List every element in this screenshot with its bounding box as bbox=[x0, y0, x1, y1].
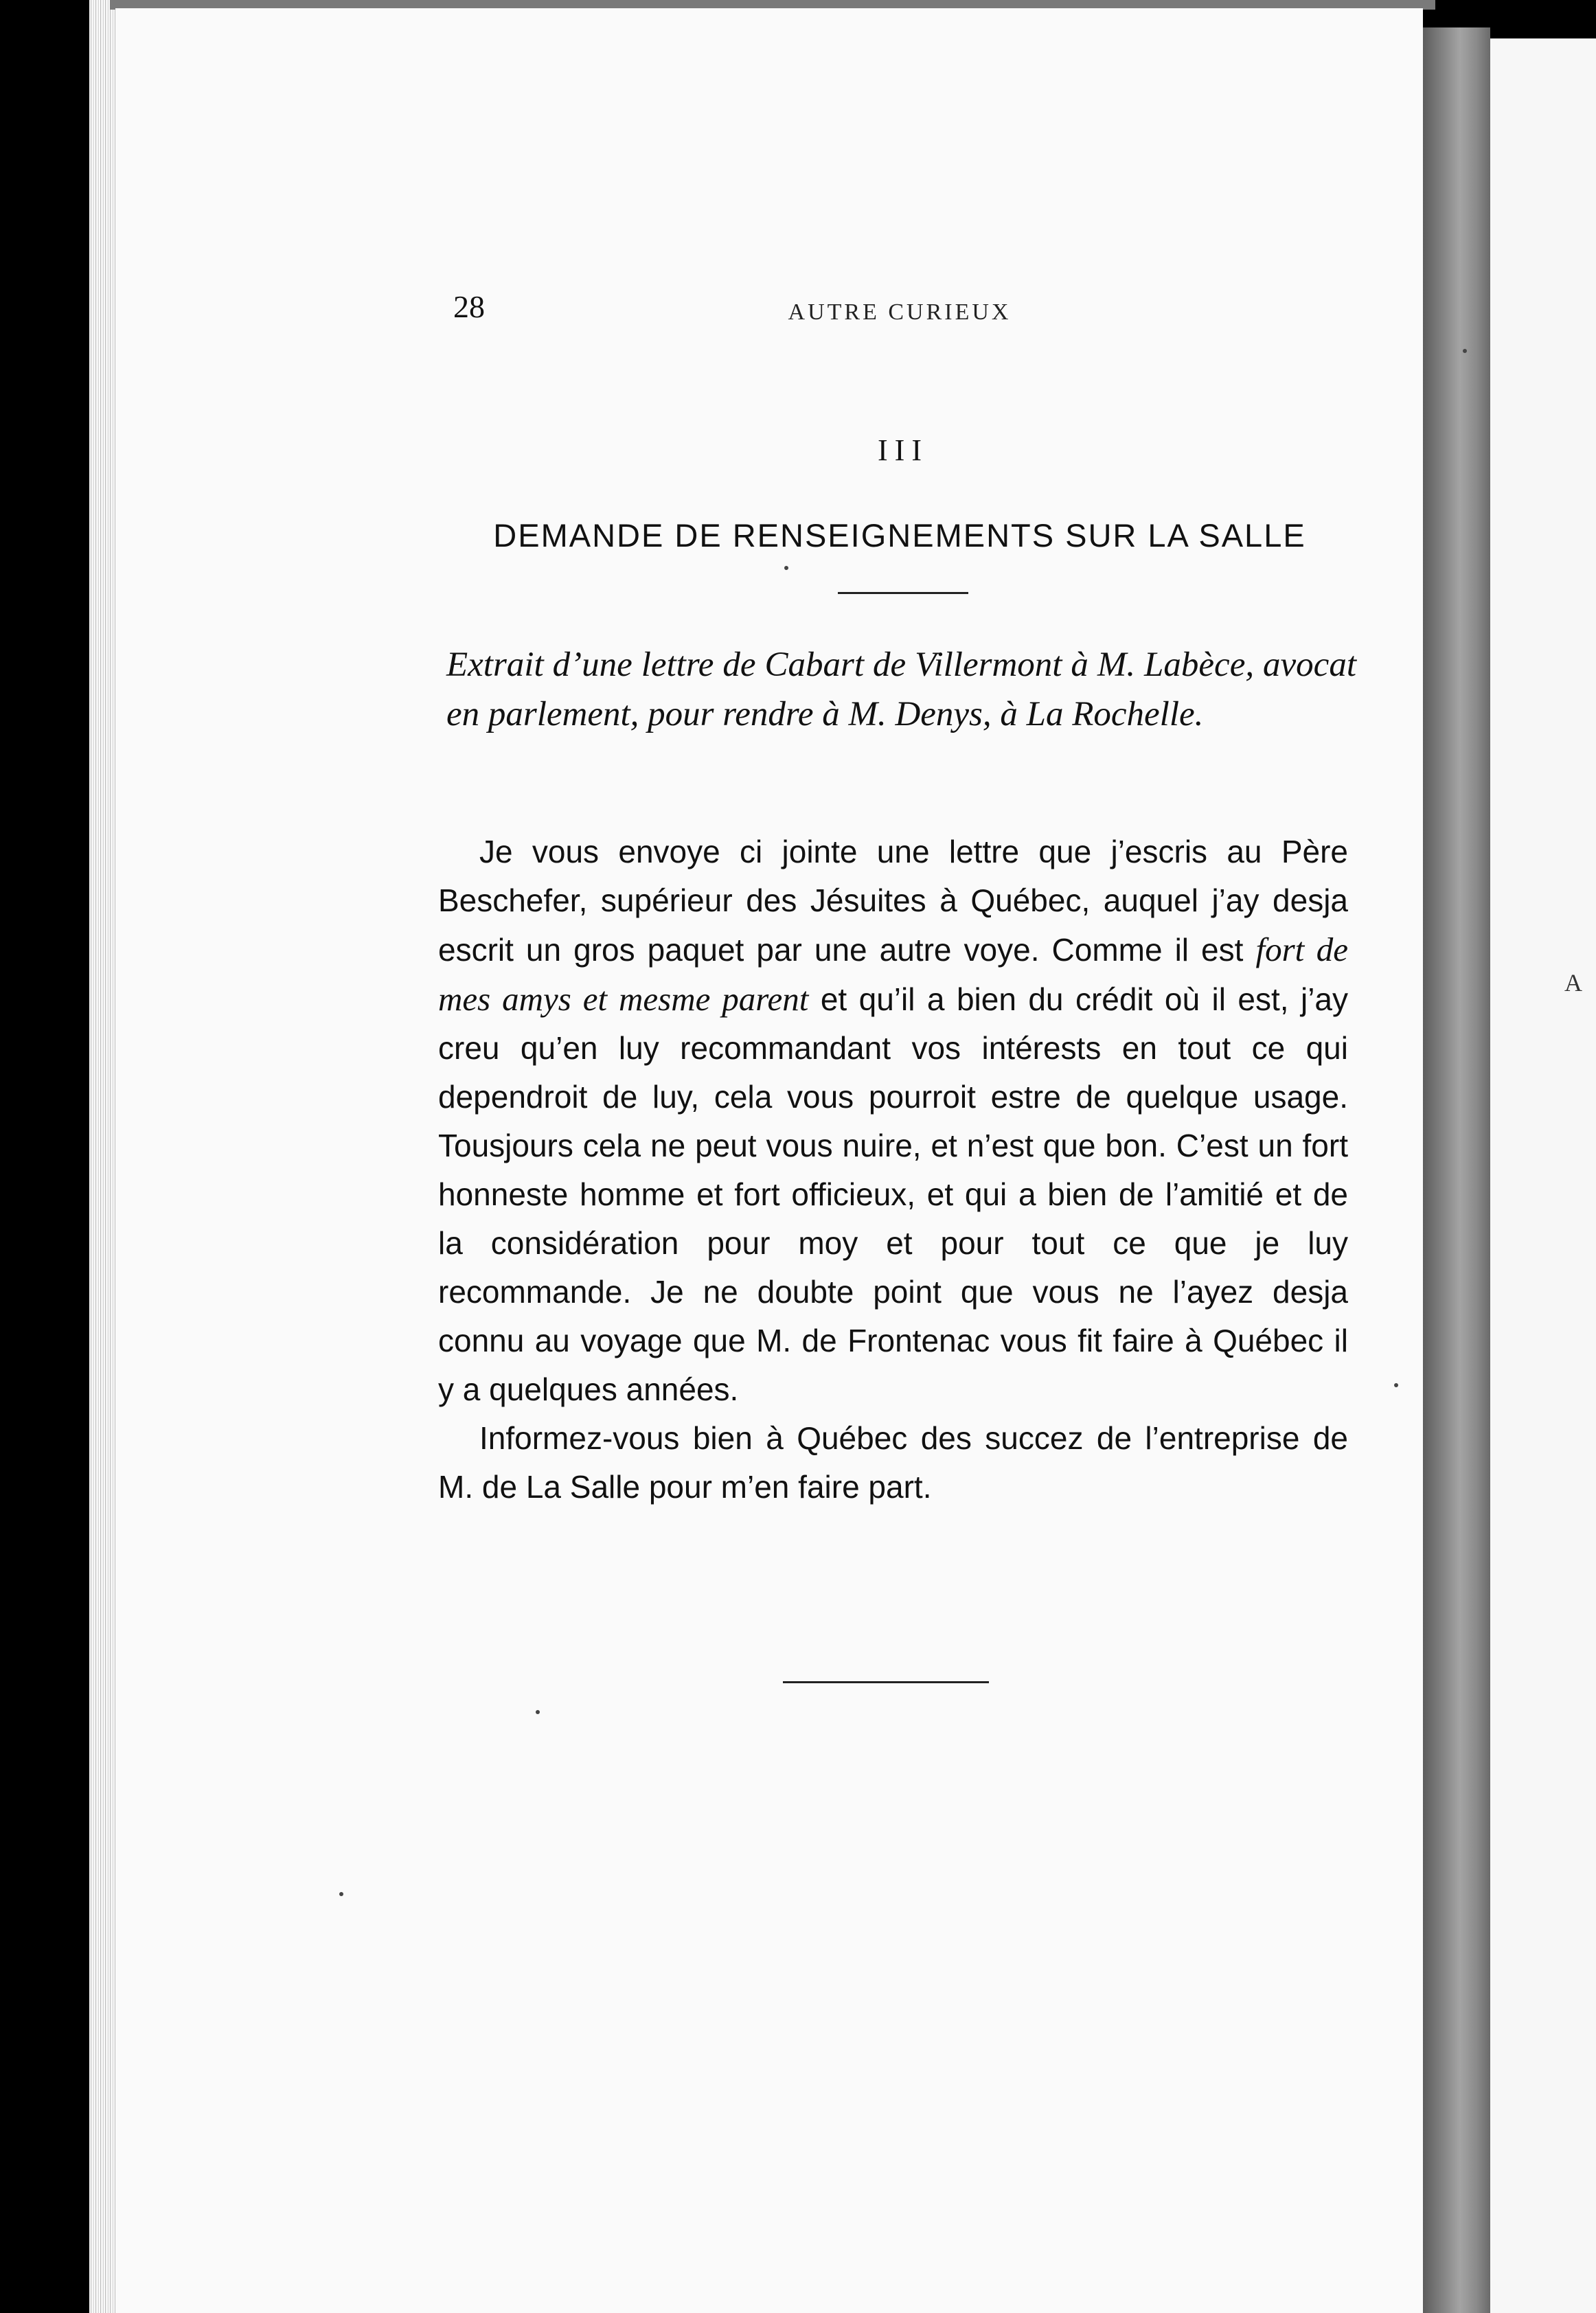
paper-speck bbox=[536, 1710, 540, 1714]
paper-speck bbox=[1394, 1383, 1398, 1387]
paper-speck bbox=[784, 566, 788, 570]
paper-speck bbox=[1463, 349, 1467, 353]
title-rule bbox=[838, 592, 968, 594]
paragraph-1-part-a: Je vous envoye ci jointe une lettre que j’escris au Père Beschefer, supérieur des Jésuites à Québec, auquel j’ay desja escrit un gros paquet par une autre voye. Comme il est bbox=[438, 834, 1348, 968]
letter-body bbox=[438, 828, 1348, 1512]
page-number: 28 bbox=[453, 289, 485, 324]
paragraph-2: Informez-vous bien à Québec des succez de l’entreprise de M. de La Salle pour m’en faire part. bbox=[438, 1420, 1348, 1505]
binding-gutter bbox=[1423, 27, 1490, 2313]
section-title: DEMANDE DE RENSEIGNEMENTS SUR LA SALLE bbox=[493, 517, 1306, 554]
page-stack-edge bbox=[89, 0, 118, 2313]
adjacent-page-letter: A bbox=[1564, 969, 1582, 996]
paragraph-1 bbox=[438, 828, 1348, 1414]
adjacent-page bbox=[1490, 38, 1596, 2313]
extract-heading: Extrait d’une lettre de Cabart de Villermont à M. Labèce, avocat en parlement, pour rendre à M. Denys, à La Rochelle. bbox=[446, 646, 1356, 733]
running-head: AUTRE CURIEUX bbox=[788, 299, 1012, 325]
paper-speck bbox=[339, 1892, 343, 1896]
section-number: III bbox=[878, 433, 928, 467]
paragraph-1-part-b: et qu’il a bien du crédit où il est, j’ay creu qu’en luy recommandant vos intérests en tout ce qui dependroit de luy, cela vous pourroit estre de quelque usage. Tousjours cela ne peut vous nuire, et n’est que bon. C’est un fort honneste homme et fort officieux, et qui a bien de l’amitié et de la considération pour moy et pour tout ce que je luy recommande. Je ne doubte point que vous ne l’ayez desja connu au voyage que M. de Frontenac vous fit faire à Québec il y a quelques années. bbox=[438, 981, 1348, 1407]
paragraph-1-italic: fort de mes amys et mesme parent bbox=[438, 931, 1348, 1018]
end-rule bbox=[783, 1681, 989, 1683]
